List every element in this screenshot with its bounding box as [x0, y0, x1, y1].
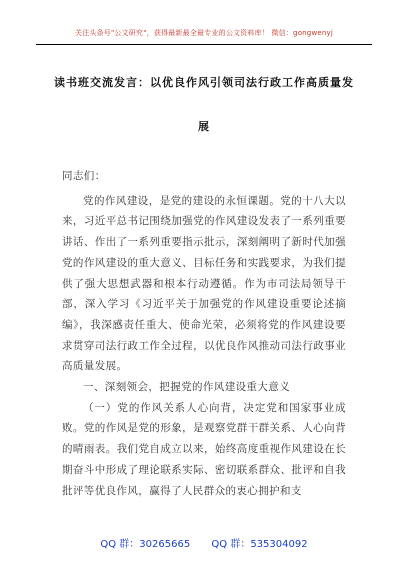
document-title-line-2: 展	[198, 120, 210, 133]
paragraph-intro: 党的作风建设，是党的建设的永恒课题。党的十八大以来，习近平总书记围绕加强党的作风建设发表了一系列重要讲话、作出了一系列重要指示批示，深刻阐明了新时代加强党的作风建设的重大意义、目标任务和实践要求，为我们提供了强大思想武器和根本行动遵循。作为市司法局领导干部，深入学习《习近平关于加强党的作风建设重要论述摘编》，我深感责任重大、使命光荣，必须将党的作风建设要求贯穿司法行政工作全过程，以优良作风推动司法行政事业高质量发展。	[62, 194, 346, 373]
paragraph-section-1-1: （一）党的作风关系人心向背，决定党和国家事业成败。党的作风是党的形象，是观察党群干群关系、人心向背的晴雨表。我们党自成立以来，始终高度重视作风建设在长期奋斗中形成了理论联系实际、密切联系群众、批评和自我批评等优良作风，赢得了人民群众的衷心拥护和支	[62, 401, 346, 497]
section-heading: 一、深刻领会，把握党的作风建设重大意义	[83, 381, 291, 394]
page-header	[36, 20, 372, 45]
qq-group-2: QQ 群：535304092	[211, 539, 308, 550]
qq-group-1: QQ 群：30265665	[100, 539, 191, 550]
header-notice: 关注头条号"公文研究"，获得最新最全最专业的公文资料库！ 微信：gongwenyj	[74, 29, 334, 37]
page-footer	[0, 535, 408, 550]
document-body	[62, 166, 346, 501]
document-title-line-1: 读书班交流发言：以优良作风引领司法行政工作高质量发	[54, 76, 354, 89]
salutation: 同志们：	[62, 170, 106, 182]
